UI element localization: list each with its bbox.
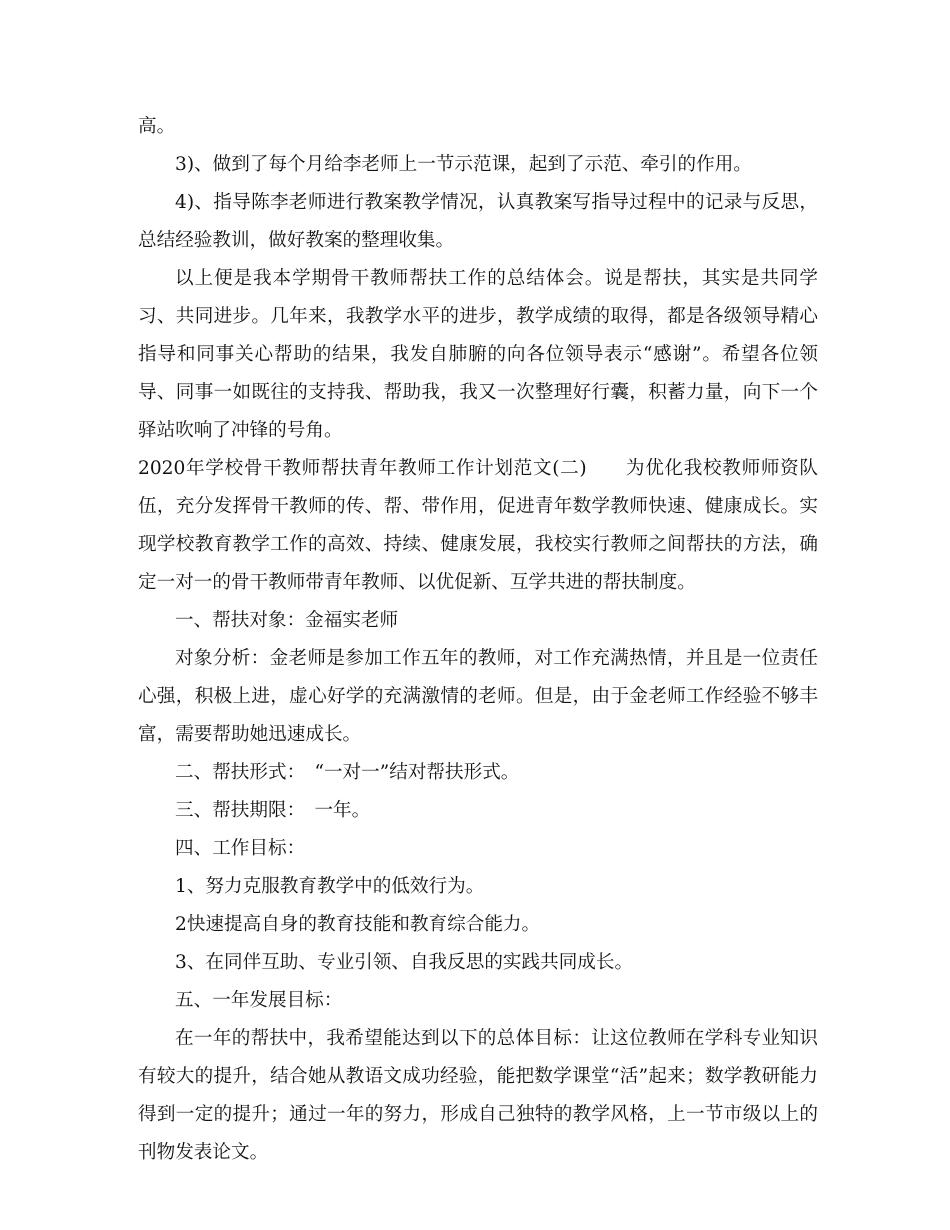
paragraph: 一、帮扶对象：金福实老师	[175, 610, 399, 631]
paragraph: 4)、指导陈李老师进行教案教学情况，认真教案写指导过程中的记录与反思，总结经验教训，做好教案的整理收集。	[138, 192, 818, 251]
paragraph: 四、工作目标：	[175, 838, 306, 859]
paragraph: 3)、做到了每个月给李老师上一节示范课，起到了示范、牵引的作用。	[175, 154, 752, 175]
paragraph: 三、帮扶期限： 一年。	[175, 800, 371, 821]
list-item: 3、在同伴互助、专业引领、自我反思的实践共同成长。	[175, 952, 634, 973]
paragraph: 在一年的帮扶中，我希望能达到以下的总体目标：让这位教师在学科专业知识有较大的提升，结合她从教语文成功经验，能把数学课堂“活”起来；数学教研能力得到一定的提升；通过一年的努力，形成自己独特的教学风格，上一节市级以上的刊物发表论文。	[138, 1028, 818, 1163]
paragraph: 对象分析：金老师是参加工作五年的教师，对工作充满热情，并且是一位责任心强，积极上进，虚心好学的充满激情的老师。但是，由于金老师工作经验不够丰富，需要帮助她迅速成长。	[138, 648, 818, 745]
paragraph: 五、一年发展目标：	[175, 990, 343, 1011]
paragraph: 二、帮扶形式： “一对一”结对帮扶形式。	[175, 762, 520, 783]
document-body	[138, 108, 818, 1172]
paragraph: 以上便是我本学期骨干教师帮扶工作的总结体会。说是帮扶，其实是共同学习、共同进步。几年来，我教学水平的进步，教学成绩的取得，都是各级领导精心指导和同事关心帮助的结果，我发自肺腑的向各位领导表示“感谢”。希望各位领导、同事一如既往的支持我、帮助我，我又一次整理好行囊，积蓄力量，向下一个驿站吹响了冲锋的号角。	[138, 268, 818, 441]
paragraph: 高。	[138, 116, 176, 137]
list-item: 1、努力克服教育教学中的低效行为。	[175, 876, 485, 897]
list-item: 2快速提高自身的教育技能和教育综合能力。	[175, 914, 541, 935]
section-heading-paragraph: 2020年学校骨干教师帮扶青年教师工作计划范文(二) 为优化我校教师师资队伍，充分发挥骨干教师的传、帮、带作用，促进青年数学教师快速、健康成长。实现学校教育教学工作的高效、持续、健康发展，我校实行教师之间帮扶的方法，确定一对一的骨干教师带青年教师、以优促新、互学共进的帮扶制度。	[138, 458, 818, 593]
